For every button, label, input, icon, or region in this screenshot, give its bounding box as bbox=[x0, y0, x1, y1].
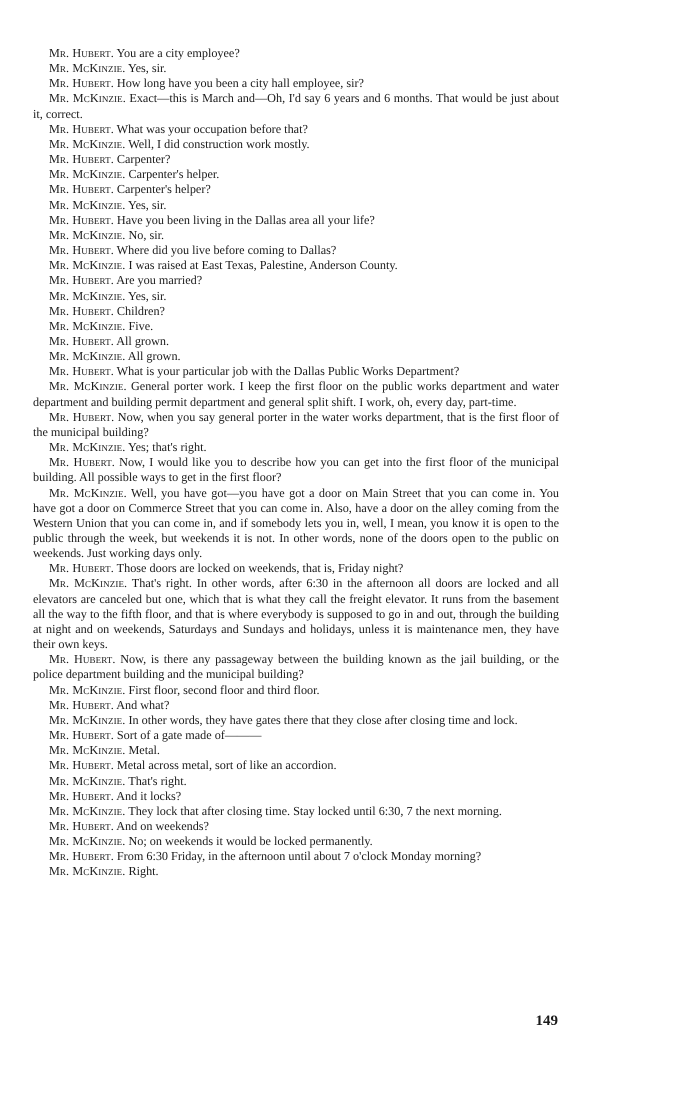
testimony-paragraph bbox=[33, 728, 559, 743]
testimony-paragraph bbox=[33, 758, 559, 773]
utterance-text: How long have you been a city hall employee, sir? bbox=[116, 76, 364, 91]
testimony-paragraph bbox=[33, 304, 559, 319]
testimony-paragraph bbox=[33, 349, 559, 364]
testimony-paragraph bbox=[33, 849, 559, 864]
utterance-text: They lock that after closing time. Stay locked until 6:30, 7 the next morning. bbox=[128, 803, 502, 818]
utterance-text: That's right. bbox=[128, 773, 187, 788]
testimony-paragraph bbox=[33, 61, 559, 76]
utterance-text: Sort of a gate made of——— bbox=[116, 728, 262, 743]
testimony-paragraph bbox=[33, 486, 559, 562]
speaker-name: Mr. Hubert. bbox=[49, 788, 114, 803]
speaker-name: Mr. McKinzie. bbox=[49, 773, 126, 788]
utterance-text: Have you been living in the Dallas area all your life? bbox=[116, 212, 375, 227]
utterance-text: And it locks? bbox=[116, 788, 182, 803]
testimony-paragraph bbox=[33, 91, 559, 121]
speaker-name: Mr. McKinzie. bbox=[49, 349, 126, 364]
testimony-paragraph bbox=[33, 334, 559, 349]
utterance-text: You are a city employee? bbox=[116, 46, 240, 60]
testimony-paragraph bbox=[33, 804, 559, 819]
utterance-text: What was your occupation before that? bbox=[116, 121, 308, 136]
utterance-text: First floor, second floor and third floor. bbox=[128, 682, 320, 697]
testimony-paragraph bbox=[33, 561, 559, 576]
speaker-name: Mr. McKinzie. bbox=[49, 288, 126, 303]
testimony-paragraph bbox=[33, 182, 559, 197]
testimony-paragraph bbox=[33, 76, 559, 91]
utterance-text: Those doors are locked on weekends, that is, Friday night? bbox=[116, 561, 404, 576]
speaker-name: Mr. Hubert. bbox=[49, 409, 115, 424]
speaker-name: Mr. McKinzie. bbox=[49, 136, 126, 151]
testimony-paragraph bbox=[33, 289, 559, 304]
speaker-name: Mr. McKinzie. bbox=[49, 834, 126, 849]
utterance-text: Carpenter's helper? bbox=[116, 182, 211, 197]
speaker-name: Mr. McKinzie. bbox=[49, 318, 126, 333]
testimony-paragraph bbox=[33, 198, 559, 213]
testimony-paragraph bbox=[33, 379, 559, 409]
utterance-text: In other words, they have gates there that they close after closing time and lock. bbox=[128, 712, 518, 727]
testimony-paragraph bbox=[33, 137, 559, 152]
testimony-paragraph bbox=[33, 743, 559, 758]
speaker-name: Mr. Hubert. bbox=[49, 333, 114, 348]
speaker-name: Mr. McKinzie. bbox=[49, 576, 128, 591]
testimony-paragraph bbox=[33, 410, 559, 440]
testimony-paragraph bbox=[33, 576, 559, 652]
utterance-text: General porter work. I keep the first floor on the public works department and water department and building permit department and general split shift. I work, oh, every day, part-time. bbox=[33, 379, 560, 409]
speaker-name: Mr. Hubert. bbox=[49, 758, 114, 773]
speaker-name: Mr. Hubert. bbox=[49, 652, 116, 667]
utterance-text: Right. bbox=[128, 864, 159, 879]
testimony-paragraph bbox=[33, 364, 559, 379]
utterance-text: Well, you have got—you have got a door on Main Street that you can come in. You have got a door on Commerce Street that you can come in. Also, have a door on the alley coming from the Western Union that you can come in, and if somebody lets you in, well, I mean, you know it is open to the public through the week, but weekends it is not. In other words, none of the doors open to the public on weekends. Just working days only. bbox=[33, 485, 559, 561]
testimony-paragraph bbox=[33, 834, 559, 849]
testimony-paragraph bbox=[33, 213, 559, 228]
speaker-name: Mr. McKinzie. bbox=[49, 379, 127, 394]
testimony-paragraph bbox=[33, 46, 559, 61]
speaker-name: Mr. Hubert. bbox=[49, 46, 114, 60]
utterance-text: Yes; that's right. bbox=[128, 440, 207, 455]
utterance-text: And on weekends? bbox=[116, 818, 209, 833]
utterance-text: Well, I did construction work mostly. bbox=[128, 136, 310, 151]
utterance-text: Metal. bbox=[128, 743, 160, 758]
speaker-name: Mr. McKinzie. bbox=[49, 227, 126, 242]
testimony-paragraph bbox=[33, 228, 559, 243]
utterance-text: No; on weekends it would be locked permanently. bbox=[128, 834, 373, 849]
testimony-paragraph bbox=[33, 243, 559, 258]
speaker-name: Mr. Hubert. bbox=[49, 243, 114, 258]
speaker-name: Mr. McKinzie. bbox=[49, 743, 126, 758]
speaker-name: Mr. McKinzie. bbox=[49, 440, 126, 455]
speaker-name: Mr. Hubert. bbox=[49, 849, 114, 864]
testimony-paragraph bbox=[33, 122, 559, 137]
speaker-name: Mr. Hubert. bbox=[49, 121, 114, 136]
speaker-name: Mr. Hubert. bbox=[49, 364, 114, 379]
speaker-name: Mr. McKinzie. bbox=[49, 864, 126, 879]
speaker-name: Mr. Hubert. bbox=[49, 455, 115, 470]
utterance-text: Yes, sir. bbox=[128, 197, 167, 212]
utterance-text: Are you married? bbox=[116, 273, 203, 288]
utterance-text: Carpenter? bbox=[116, 152, 171, 167]
speaker-name: Mr. Hubert. bbox=[49, 697, 114, 712]
utterance-text: Now, I would like you to describe how you can get into the first floor of the municipal building. All possible ways to get in the first floor? bbox=[33, 455, 560, 485]
utterance-text: Yes, sir. bbox=[128, 61, 167, 76]
utterance-text: And what? bbox=[116, 697, 170, 712]
utterance-text: Metal across metal, sort of like an accordion. bbox=[116, 758, 337, 773]
speaker-name: Mr. McKinzie. bbox=[49, 803, 126, 818]
speaker-name: Mr. Hubert. bbox=[49, 152, 114, 167]
utterance-text: Now, when you say general porter in the water works department, that is the first floor of the municipal building? bbox=[33, 409, 560, 439]
speaker-name: Mr. Hubert. bbox=[49, 728, 114, 743]
testimony-paragraph bbox=[33, 440, 559, 455]
testimony-paragraph bbox=[33, 774, 559, 789]
utterance-text: Yes, sir. bbox=[128, 288, 167, 303]
speaker-name: Mr. McKinzie. bbox=[49, 61, 126, 76]
speaker-name: Mr. Hubert. bbox=[49, 561, 114, 576]
utterance-text: Now, is there any passageway between the building known as the jail building, or the police department building and the municipal building? bbox=[33, 652, 560, 682]
testimony-paragraph bbox=[33, 789, 559, 804]
testimony-paragraph bbox=[33, 864, 559, 879]
testimony-paragraph bbox=[33, 713, 559, 728]
speaker-name: Mr. McKinzie. bbox=[49, 682, 126, 697]
utterance-text: Exact—this is March and—Oh, I'd say 6 years and 6 months. That would be just about it, correct. bbox=[33, 91, 559, 121]
utterance-text: All grown. bbox=[116, 333, 170, 348]
testimony-paragraph bbox=[33, 273, 559, 288]
testimony-paragraph bbox=[33, 455, 559, 485]
testimony-paragraph bbox=[33, 167, 559, 182]
utterance-text: No, sir. bbox=[128, 227, 165, 242]
utterance-text: Carpenter's helper. bbox=[128, 167, 220, 182]
speaker-name: Mr. Hubert. bbox=[49, 818, 114, 833]
speaker-name: Mr. Hubert. bbox=[49, 182, 114, 197]
utterance-text: Five. bbox=[128, 318, 154, 333]
speaker-name: Mr. McKinzie. bbox=[49, 485, 127, 500]
speaker-name: Mr. Hubert. bbox=[49, 76, 114, 91]
utterance-text: I was raised at East Texas, Palestine, Anderson County. bbox=[128, 258, 398, 273]
utterance-text: What is your particular job with the Dallas Public Works Department? bbox=[116, 364, 460, 379]
speaker-name: Mr. McKinzie. bbox=[49, 258, 126, 273]
utterance-text: From 6:30 Friday, in the afternoon until about 7 o'clock Monday morning? bbox=[116, 849, 482, 864]
utterance-text: Children? bbox=[116, 303, 165, 318]
transcript-page bbox=[33, 46, 559, 880]
utterance-text: That's right. In other words, after 6:30 in the afternoon all doors are locked and all elevators are canceled but one, which that is what they call the freight elevator. It runs from the basement all the way to the fifth floor, and that is where everybody is supposed to go in and out, through the building at night and on weekends, Saturdays and Sundays and holidays, unless it is maintenance men, they have their own keys. bbox=[33, 576, 559, 652]
testimony-paragraph bbox=[33, 819, 559, 834]
speaker-name: Mr. Hubert. bbox=[49, 273, 114, 288]
speaker-name: Mr. McKinzie. bbox=[49, 167, 126, 182]
testimony-paragraph bbox=[33, 152, 559, 167]
testimony-paragraph bbox=[33, 683, 559, 698]
speaker-name: Mr. McKinzie. bbox=[49, 712, 126, 727]
speaker-name: Mr. Hubert. bbox=[49, 303, 114, 318]
speaker-name: Mr. Hubert. bbox=[49, 212, 114, 227]
testimony-paragraph bbox=[33, 652, 559, 682]
utterance-text: All grown. bbox=[127, 349, 181, 364]
testimony-paragraph bbox=[33, 319, 559, 334]
speaker-name: Mr. McKinzie. bbox=[49, 91, 126, 106]
utterance-text: Where did you live before coming to Dallas? bbox=[116, 243, 337, 258]
testimony-paragraph bbox=[33, 258, 559, 273]
speaker-name: Mr. McKinzie. bbox=[49, 197, 126, 212]
page-number: 149 bbox=[535, 1013, 558, 1029]
testimony-paragraph bbox=[33, 698, 559, 713]
